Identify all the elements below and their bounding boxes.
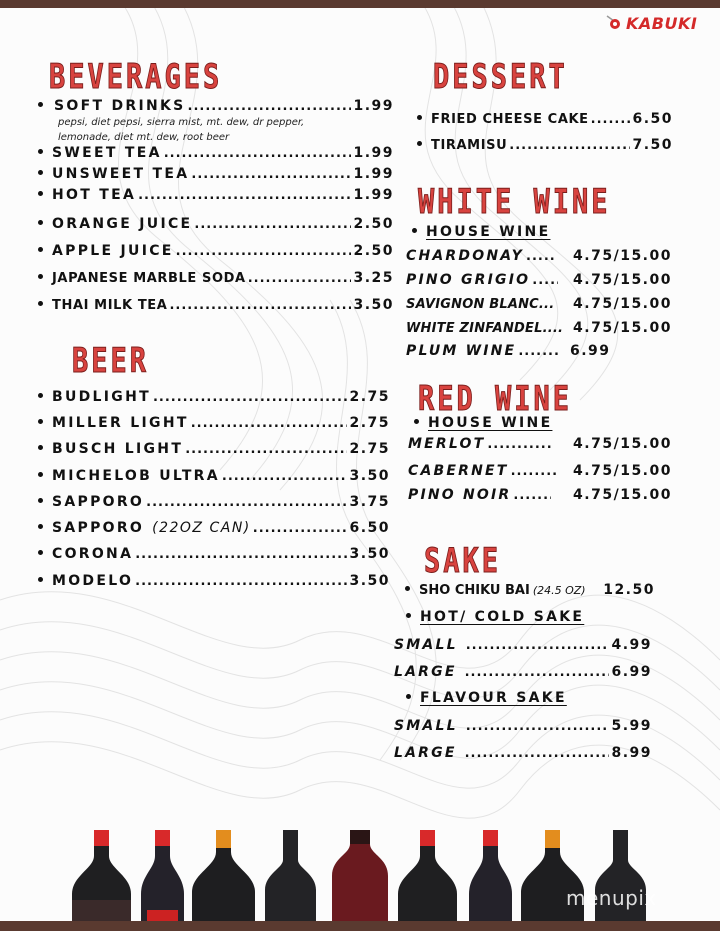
menu-item bbox=[38, 187, 394, 203]
item-name: PLUM WINE bbox=[406, 343, 517, 359]
item-name: SAVIGNON BLANC... bbox=[406, 297, 555, 312]
item-price: 2.75 bbox=[349, 441, 390, 457]
menu-item bbox=[394, 718, 652, 734]
leader-dots bbox=[185, 442, 347, 457]
bullet bbox=[38, 393, 43, 398]
item-price: 4.75/15.00 bbox=[573, 320, 672, 336]
leader-dots bbox=[138, 188, 351, 203]
bottle-icon bbox=[332, 830, 388, 922]
watermark-text: menupix bbox=[566, 886, 657, 910]
bullet bbox=[405, 586, 410, 591]
menu-item bbox=[38, 243, 394, 259]
kabuki-mask-icon bbox=[606, 15, 622, 31]
menu-item bbox=[406, 320, 672, 336]
red-wine-title: RED WINE bbox=[418, 380, 573, 419]
leader-dots bbox=[487, 437, 553, 452]
item-price: 6.50 bbox=[349, 520, 390, 536]
bullet bbox=[417, 141, 422, 146]
item-price: 3.25 bbox=[353, 270, 394, 286]
menu-item bbox=[38, 546, 390, 562]
bullet bbox=[406, 694, 411, 699]
beer-title: BEER bbox=[72, 342, 150, 381]
bullet bbox=[417, 115, 422, 120]
leader-dots bbox=[465, 665, 610, 680]
bottle-icon bbox=[72, 830, 131, 922]
leader-dots bbox=[526, 249, 556, 264]
bullet bbox=[412, 228, 417, 233]
leader-dots bbox=[191, 167, 351, 182]
item-name: ORANGE JUICE bbox=[52, 216, 193, 232]
menu-item bbox=[38, 468, 390, 484]
item-name: SHO CHIKU BAI bbox=[419, 583, 530, 598]
bullet bbox=[38, 102, 43, 107]
leader-dots bbox=[513, 488, 551, 503]
item-price: 1.99 bbox=[353, 166, 394, 182]
item-price: 1.99 bbox=[353, 187, 394, 203]
hot-cold-sake-label: HOT/ COLD SAKE bbox=[420, 609, 585, 625]
bullet bbox=[38, 419, 43, 424]
bottle-icon bbox=[265, 830, 316, 922]
item-name: MICHELOB ULTRA bbox=[52, 468, 220, 484]
leader-dots bbox=[518, 344, 558, 359]
leader-dots bbox=[135, 547, 347, 562]
menu-item bbox=[406, 343, 672, 359]
soft-drinks-desc-2: lemonade, diet mt. dew, root beer bbox=[58, 132, 230, 143]
item-price: 4.75/15.00 bbox=[573, 296, 672, 312]
item-price: 4.75/15.00 bbox=[573, 487, 672, 503]
hot-cold-sake-heading bbox=[406, 609, 584, 625]
leader-dots bbox=[591, 112, 631, 127]
bullet bbox=[38, 498, 43, 503]
leader-dots bbox=[135, 574, 347, 589]
item-name: TIRAMISU bbox=[431, 138, 508, 153]
leader-dots bbox=[509, 138, 630, 153]
item-name: JAPANESE MARBLE SODA bbox=[52, 271, 246, 286]
menu-item bbox=[38, 441, 390, 457]
bottom-border-bar bbox=[0, 921, 720, 931]
leader-dots bbox=[222, 469, 348, 484]
menu-item bbox=[38, 145, 394, 161]
leader-dots bbox=[532, 273, 558, 288]
item-price: 4.75/15.00 bbox=[573, 463, 672, 479]
item-price: 7.50 bbox=[632, 137, 673, 153]
item-price: 2.75 bbox=[349, 415, 390, 431]
soft-drinks-desc-1: pepsi, diet pepsi, sierra mist, mt. dew, dr pepper, bbox=[58, 117, 305, 128]
leader-dots bbox=[169, 298, 351, 313]
item-price: 12.50 bbox=[603, 582, 655, 598]
brand-logo bbox=[606, 12, 697, 34]
bullet bbox=[38, 247, 43, 252]
menu-item bbox=[417, 137, 673, 153]
bullet bbox=[38, 170, 43, 175]
leader-dots bbox=[248, 271, 352, 286]
item-name: PINO NOIR bbox=[408, 487, 512, 503]
leader-dots bbox=[191, 416, 348, 431]
top-border-bar bbox=[0, 0, 720, 8]
bottle-icon bbox=[141, 830, 184, 922]
leader-dots bbox=[164, 146, 352, 161]
menu-item bbox=[38, 270, 394, 286]
menu-item bbox=[408, 463, 672, 479]
house-wine-heading bbox=[412, 224, 550, 240]
leader-dots bbox=[511, 464, 559, 479]
menu-item bbox=[394, 745, 652, 761]
item-name: FRIED CHEESE CAKE bbox=[431, 112, 589, 127]
menu-item bbox=[406, 248, 672, 264]
item-name: SOFT DRINKS bbox=[54, 98, 186, 114]
item-name: MILLER LIGHT bbox=[52, 415, 189, 431]
menu-item bbox=[38, 520, 390, 536]
item-name: SMALL bbox=[394, 718, 458, 734]
item-name: BUSCH LIGHT bbox=[52, 441, 184, 457]
item-price: 4.75/15.00 bbox=[573, 248, 672, 264]
item-price: 3.50 bbox=[353, 297, 394, 313]
item-name: SAPPORO bbox=[52, 520, 145, 536]
leader-dots bbox=[188, 99, 352, 114]
item-price: 1.99 bbox=[353, 98, 394, 114]
beverages-title: BEVERAGES bbox=[49, 58, 223, 97]
menu-item bbox=[38, 166, 394, 182]
bullet bbox=[38, 301, 43, 306]
house-wine-heading bbox=[414, 415, 552, 431]
item-price: 5.99 bbox=[611, 718, 652, 734]
item-price: 3.50 bbox=[349, 546, 390, 562]
leader-dots bbox=[146, 495, 347, 510]
menu-item bbox=[408, 487, 672, 503]
item-name: MODELO bbox=[52, 573, 134, 589]
item-price: 3.50 bbox=[349, 573, 390, 589]
item-name: UNSWEET TEA bbox=[52, 166, 190, 182]
bullet bbox=[38, 274, 43, 279]
leader-dots bbox=[466, 719, 610, 734]
bullet bbox=[38, 524, 43, 529]
item-name: SMALL bbox=[394, 637, 458, 653]
menu-item bbox=[408, 436, 672, 452]
bullet bbox=[38, 445, 43, 450]
item-name: BUDLIGHT bbox=[52, 389, 151, 405]
item-price: 3.50 bbox=[349, 468, 390, 484]
item-price: 4.75/15.00 bbox=[573, 436, 672, 452]
leader-dots bbox=[466, 638, 610, 653]
bottle-icon bbox=[192, 830, 255, 922]
flavour-sake-heading bbox=[406, 690, 567, 706]
item-price: 3.75 bbox=[349, 494, 390, 510]
item-price: 8.99 bbox=[611, 745, 652, 761]
item-name: HOT TEA bbox=[52, 187, 137, 203]
item-name: APPLE JUICE bbox=[52, 243, 174, 259]
white-wine-title: WHITE WINE bbox=[418, 183, 611, 222]
menu-item bbox=[38, 216, 394, 232]
leader-dots bbox=[194, 217, 351, 232]
bullet bbox=[414, 419, 419, 424]
item-price: 1.99 bbox=[353, 145, 394, 161]
bullet bbox=[38, 550, 43, 555]
bullet bbox=[406, 613, 411, 618]
menu-item bbox=[38, 415, 390, 431]
leader-dots bbox=[465, 746, 610, 761]
menu-item bbox=[38, 573, 390, 589]
leader-dots bbox=[153, 390, 348, 405]
bullet bbox=[38, 472, 43, 477]
item-price: 2.50 bbox=[353, 216, 394, 232]
menu-item bbox=[406, 296, 672, 312]
item-note: (24.5 OZ) bbox=[532, 584, 586, 597]
menu-item-soft-drinks bbox=[38, 98, 394, 114]
leader-dots bbox=[176, 244, 352, 259]
item-name: CORONA bbox=[52, 546, 134, 562]
flavour-sake-label: FLAVOUR SAKE bbox=[420, 690, 567, 706]
menu-item bbox=[417, 111, 673, 127]
item-name: CHARDONAY bbox=[406, 248, 525, 264]
bottle-icon bbox=[398, 830, 457, 922]
item-price: 4.99 bbox=[611, 637, 652, 653]
item-price: 6.99 bbox=[611, 664, 652, 680]
item-name: CABERNET bbox=[408, 463, 509, 479]
menu-item bbox=[394, 664, 652, 680]
menu-item bbox=[394, 637, 652, 653]
leader-dots bbox=[253, 521, 348, 536]
menu-item bbox=[38, 297, 394, 313]
dessert-title: DESSERT bbox=[433, 58, 568, 97]
menu-item bbox=[406, 272, 672, 288]
item-name: PINO GRIGIO bbox=[406, 272, 531, 288]
house-wine-label: HOUSE WINE bbox=[428, 415, 553, 431]
item-price: 2.75 bbox=[349, 389, 390, 405]
menu-item bbox=[38, 494, 390, 510]
item-name: WHITE ZINFANDEL.... bbox=[406, 321, 564, 336]
bullet bbox=[38, 220, 43, 225]
item-price: 6.99 bbox=[570, 343, 611, 359]
bullet bbox=[38, 149, 43, 154]
menu-item-sho-chiku-bai bbox=[405, 582, 655, 598]
item-name: LARGE bbox=[394, 745, 457, 761]
house-wine-label: HOUSE WINE bbox=[426, 224, 551, 240]
item-name: MERLOT bbox=[408, 436, 486, 452]
item-name: SWEET TEA bbox=[52, 145, 162, 161]
bullet bbox=[38, 577, 43, 582]
item-price: 6.50 bbox=[632, 111, 673, 127]
item-name: SAPPORO bbox=[52, 494, 145, 510]
menu-item bbox=[38, 389, 390, 405]
logo-text: KABUKI bbox=[626, 13, 698, 33]
sake-title: SAKE bbox=[424, 542, 502, 581]
item-price: 2.50 bbox=[353, 243, 394, 259]
item-name: LARGE bbox=[394, 664, 457, 680]
item-note: (22OZ CAN) bbox=[152, 520, 251, 536]
bullet bbox=[38, 191, 43, 196]
item-price: 4.75/15.00 bbox=[573, 272, 672, 288]
bottle-icon bbox=[469, 830, 512, 922]
item-name: THAI MILK TEA bbox=[52, 298, 168, 313]
